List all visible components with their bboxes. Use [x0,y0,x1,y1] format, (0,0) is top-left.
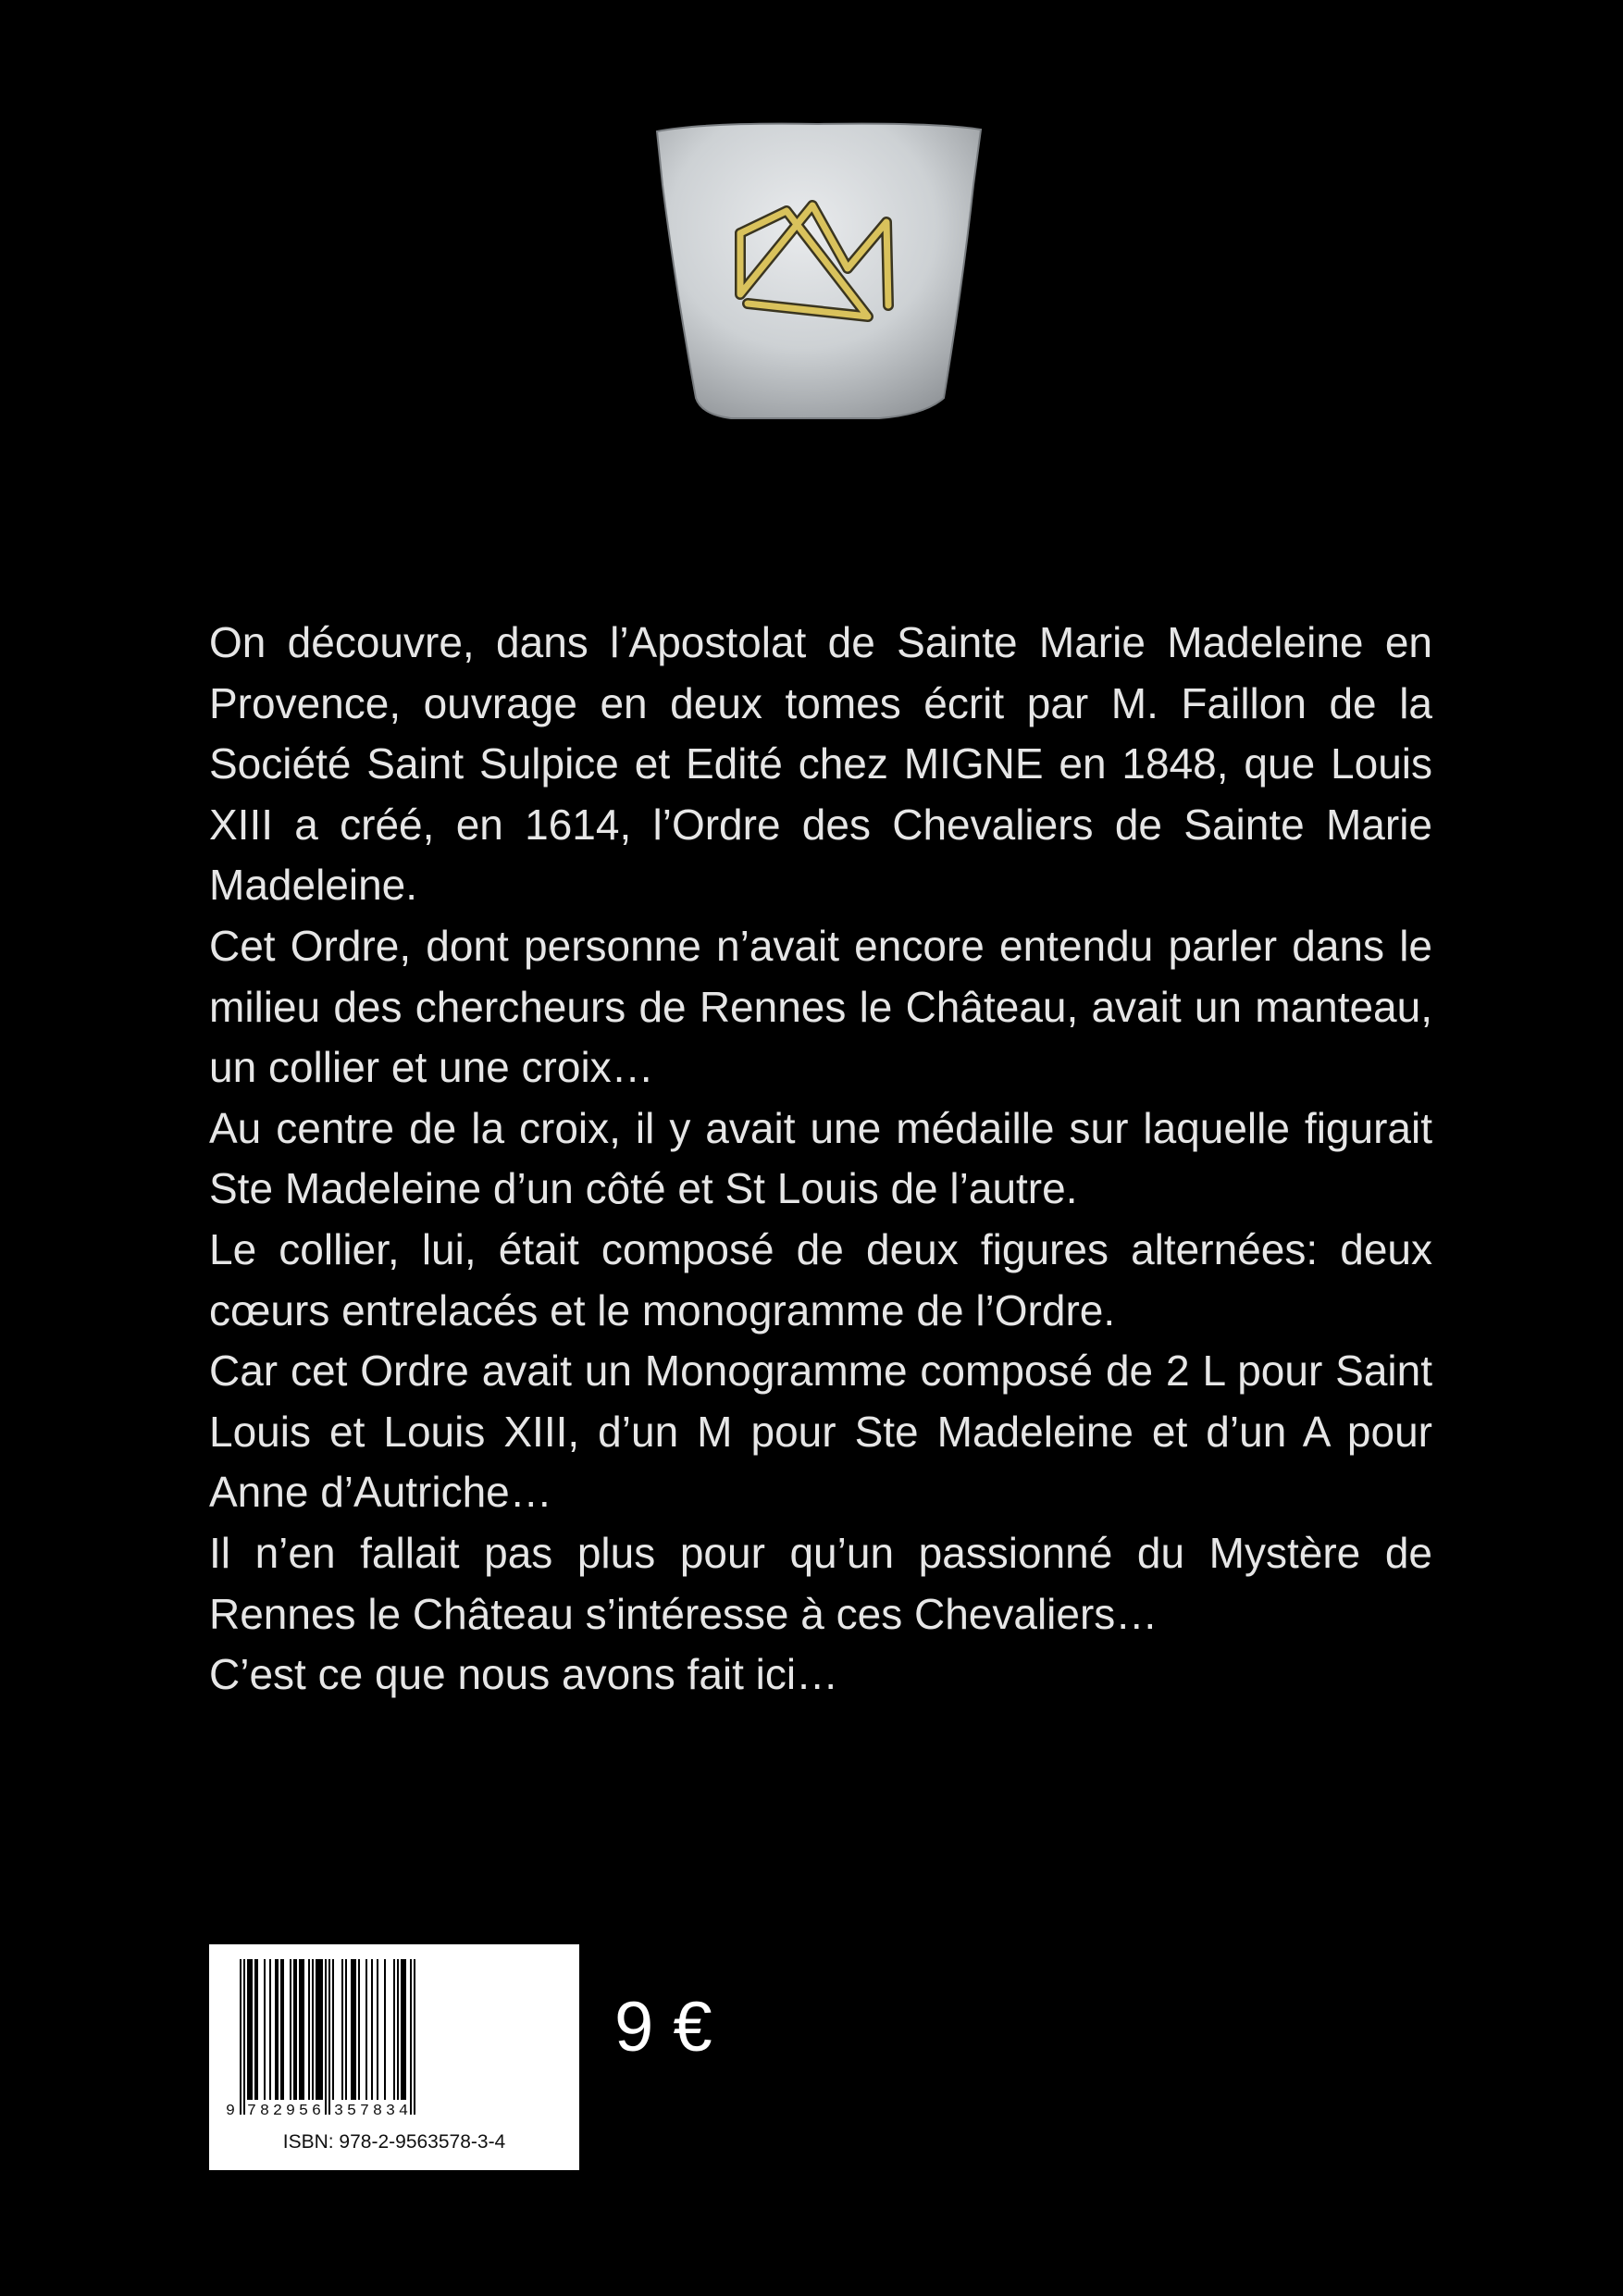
barcode-bar [328,1959,330,2115]
barcode-bar [280,1959,282,2100]
blurb-paragraph: Le collier, lui, était composé de deux figures alternées: deux cœurs entrelacés et le monogramme de l’Ordre. [209,1224,1432,1334]
barcode-bar [301,1959,303,2100]
barcode-bar [249,1959,251,2100]
blurb-paragraph: Il n’en fallait pas plus pour qu’un passionné du Mystère de Rennes le Château s’intéresse à ces Chevaliers… [209,1528,1432,1638]
barcode-bar [316,1959,317,2100]
barcode-bar [341,1959,343,2100]
barcode-digit: 4 [398,2103,409,2120]
barcode-digit: 3 [333,2103,344,2120]
barcode-bar [354,1959,356,2100]
blurb-paragraph: Au centre de la croix, il y avait une médaille sur laquelle figurait Ste Madeleine d’un côté et St Louis de l’autre. [209,1103,1432,1213]
barcode-bar [256,1959,258,2100]
barcode-bar [275,1959,277,2100]
barcode-bar [282,1959,284,2100]
barcode-bar [290,1959,291,2100]
barcode-bar [377,1959,378,2100]
barcode-bar [397,1959,399,2100]
barcode-bar [299,1959,301,2100]
barcode-bar [401,1959,403,2100]
back-cover-blurb [209,613,1432,1706]
monogram-emblem [648,120,988,426]
barcode-digit: 6 [311,2103,322,2120]
barcode-digit: 7 [246,2103,257,2120]
barcode-bar [277,1959,279,2100]
barcode-digit: 5 [298,2103,309,2120]
barcode-bar [384,1959,386,2100]
barcode-bar [345,1959,347,2100]
barcode-bar [321,1959,323,2100]
barcode-bar [353,1959,354,2100]
barcode-bar [312,1959,314,2100]
barcode-bar [251,1959,253,2100]
barcode-digit: 8 [259,2103,270,2120]
blurb-paragraph: Car cet Ordre avait un Monogramme composé de 2 L pour Saint Louis et Louis XIII, d’un M pour Ste Madeleine et d’un A pour Anne d’Autriche… [209,1347,1432,1517]
barcode-digit: 3 [385,2103,396,2120]
barcode-bar [264,1959,266,2100]
barcode-digit: 9 [285,2103,296,2120]
blurb-paragraph: Cet Ordre, dont personne n’avait encore entendu parler dans le milieu des chercheurs de Rennes le Château, avait un manteau, un collier et une croix… [209,921,1432,1092]
barcode-bar [247,1959,249,2100]
barcode-bar [393,1959,395,2100]
barcode-digit: 7 [359,2103,370,2120]
barcode-bar [351,1959,353,2100]
isbn-label: ISBN: 978-2-9563578-3-4 [282,2131,506,2153]
barcode-bar [332,1959,334,2100]
isbn-barcode [209,1944,579,2170]
monogram-stone-icon [648,120,988,426]
barcode-bar [365,1959,367,2100]
barcode-bar [254,1959,256,2100]
barcode-bar [325,1959,327,2115]
barcode-bar [371,1959,373,2100]
barcode-bar [308,1959,310,2100]
barcode-bar [403,1959,404,2100]
barcode-digit: 9 [225,2103,236,2120]
barcode-bar [303,1959,304,2100]
barcode-bar [358,1959,360,2100]
barcode-digit: 5 [346,2103,357,2120]
blurb-paragraph: C’est ce que nous avons fait ici… [209,1650,839,1699]
barcode-bar [243,1959,245,2115]
barcode-bar [317,1959,319,2100]
barcode-digit: 2 [272,2103,283,2120]
barcode-bar [319,1959,321,2100]
barcode-bar [410,1959,412,2115]
blurb-paragraph: On découvre, dans l’Apostolat de Sainte Marie Madeleine en Provence, ouvrage en deux tomes écrit par M. Faillon de la Société Saint Sulpice et Edité chez MIGNE en 1848, que Louis XIII a créé, en 1614, l’Ordre des Chevaliers de Sainte Marie Madeleine. [209,618,1432,910]
barcode-bar [240,1959,242,2115]
barcode-bar [414,1959,415,2115]
barcode-digit: 8 [372,2103,383,2120]
barcode-bar [404,1959,406,2100]
price-label: 9 € [614,1988,712,2066]
stone-shape [657,124,981,418]
barcode-bar [295,1959,297,2100]
barcode-bar [293,1959,295,2100]
barcode-bar [269,1959,271,2100]
